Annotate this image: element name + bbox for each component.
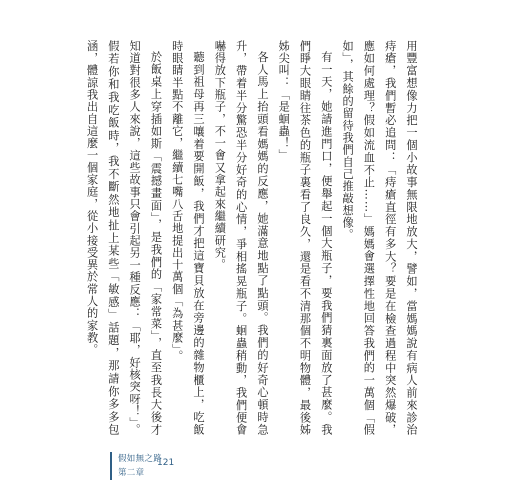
paragraph-5: 於飯桌上穿插如斯「震撼畫面」，是我們的「家常菜」，直至我長大後才知道對很多人來說，這些故事只會引起另一種反應：「耶，好核突呀！」。假若你和我吃飯時，我不斷然地扯上某些「敏感」話題，那請你多多包涵，體諒我出自這麼一個家庭，從小接受異於常人的家教。	[85, 40, 163, 436]
footer-divider	[110, 452, 112, 480]
paragraph-3: 各人馬上抬頭看媽媽的反應，她滿意地點了點頭。我們的好奇心頓時急升，帶着半分驚恐半分好奇的心情，爭相搖晃瓶子。蛔蟲稍動，我們便會嚇得放下瓶子，不一會又拿起來繼續研究。	[213, 40, 269, 436]
paragraph-4: 聽到祖母再三嚷着要開飯，我們才把這寶貝放在旁邊的雜物櫃上，吃飯時眼睛半點不離它，繼續七嘴八舌地提出十萬個「為甚麼」。	[170, 40, 206, 436]
paragraph-2: 有一天，她請進門口，便舉起一個大瓶子，要我們猜裏面放了甚麼。我們睜大眼睛往茶色的瓶子裏看了良久，還是看不清那個不明物體，最後姊姊尖叫：「是蛔蟲！」	[277, 40, 333, 436]
body-text	[81, 40, 422, 436]
page-number: 121	[157, 458, 175, 468]
running-chapter: 第二章	[118, 468, 145, 478]
page-footer	[110, 452, 350, 482]
running-book-title: 假如無之路	[118, 454, 163, 464]
paragraph-1: 用豐富想像力把一個小故事無限地放大，譬如，當媽媽說有病人前來診治痔瘡，我們暫必追問：「痔瘡直徑有多大？要是在檢查過程中突然爆破，應如何處理？假如流血不止……」媽媽會選擇性地回答我們的一萬個「假如」，其餘的留待我們自己推敲想像。	[341, 40, 418, 436]
